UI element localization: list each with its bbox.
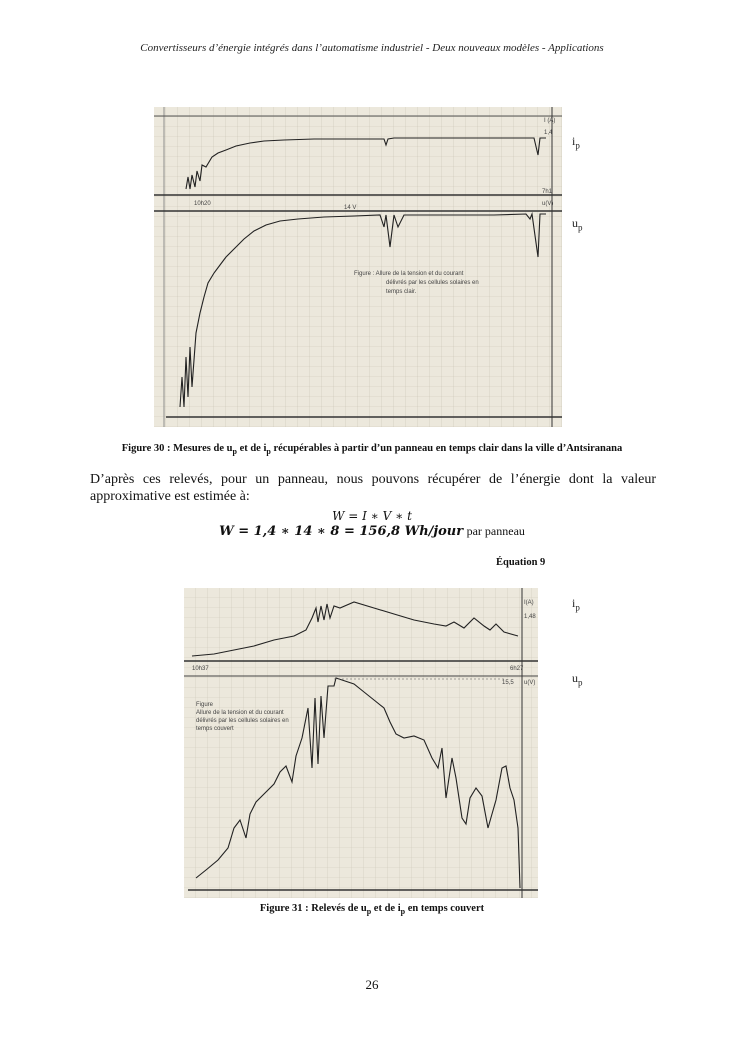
scan-val-14v: 14 V <box>344 205 357 211</box>
scan31-time-right: 6h27 <box>510 666 524 672</box>
scan31-val-148: 1,48 <box>524 614 536 620</box>
scan-time-left: 10h20 <box>194 201 211 207</box>
paragraph-line-2: approximative est estimée à: <box>90 489 250 504</box>
page-number: 26 <box>365 977 379 992</box>
scan-time-right: 7h1 <box>542 189 553 195</box>
scan31-note-1: Figure <box>196 702 214 708</box>
figure-30-scan <box>154 107 562 427</box>
figure-30-caption: Figure 30 : Mesures de $u_p$ et de $i_p$ récupérables à partir d’un panneau en temps clair dans la ville d’Antsiranana <box>121 443 623 457</box>
scan-note-1: Figure : Allure de la tension et du courant <box>354 271 464 277</box>
figure-30-chart <box>154 107 562 427</box>
scan31-time-left: 10h37 <box>192 666 209 672</box>
equation-formula: W = I ∗ V ∗ t <box>332 509 412 523</box>
scan31-unit-a: I(A) <box>524 600 534 606</box>
scan-unit-v: u(V) <box>542 201 554 207</box>
figure-30-label-up: $u_p$ <box>572 216 583 233</box>
scan-note-2: délivrés par les cellules solaires en <box>386 280 479 286</box>
figure-31-caption: Figure 31 : Relevés de $u_p$ et de $i_p$ en temps couvert <box>259 903 485 917</box>
scan31-val-15: 15,5 <box>502 680 514 686</box>
scan31-note-3: délivrés par les cellules solaires en <box>196 718 289 724</box>
equation-label: Équation 9 <box>496 557 546 568</box>
scan31-note-4: temps couvert <box>196 726 234 732</box>
scan-note-3: temps clair. <box>386 289 417 295</box>
figure-30-label-ip: $i_p$ <box>572 134 580 151</box>
figure-31-label-ip: $i_p$ <box>572 596 580 613</box>
scan-val-14: 1,4 <box>544 130 553 136</box>
equation-suffix: par panneau <box>466 524 525 538</box>
equation-numeric: W = 1,4 ∗ 14 ∗ 8 = 156,8 Wh/jour <box>219 524 464 539</box>
scan-unit-a: I (A) <box>544 118 556 124</box>
running-header: Convertisseurs d’énergie intégrés dans l’automatisme industriel - Deux nouveaux modèles - Applications <box>140 42 604 54</box>
paragraph-line-1: D’après ces relevés, pour un panneau, nous pouvons récupérer de l’énergie dont la valeur <box>90 472 656 487</box>
figure-31-label-up: $u_p$ <box>572 671 583 688</box>
equation-numeric-line <box>0 524 744 540</box>
figure-31-chart <box>184 588 538 898</box>
scan31-note-2: Allure de la tension et du courant <box>196 710 284 716</box>
figure-31-scan <box>184 588 538 898</box>
scan31-unit-v: u(V) <box>524 680 536 686</box>
